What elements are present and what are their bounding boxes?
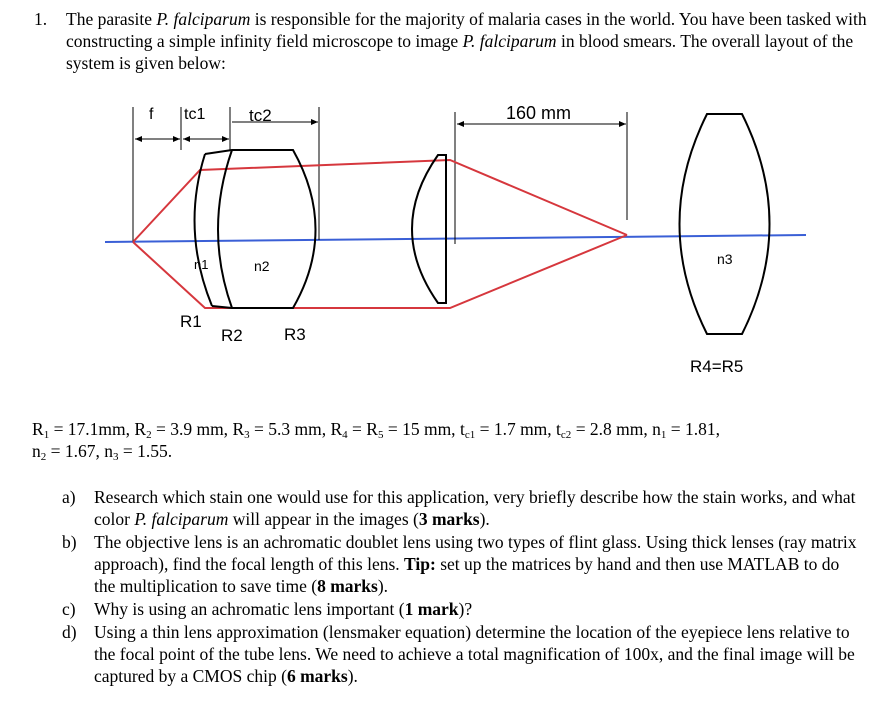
part-b-label: b) bbox=[62, 532, 77, 552]
question-number: 1. bbox=[34, 9, 48, 29]
species-name-2: P. falciparum bbox=[462, 31, 557, 51]
label-f: f bbox=[149, 106, 154, 123]
label-n1: n1 bbox=[194, 257, 209, 272]
part-c-label: c) bbox=[62, 599, 76, 619]
part-a-label: a) bbox=[62, 487, 76, 507]
objective-doublet-lens bbox=[195, 150, 316, 308]
tube-lens bbox=[412, 155, 446, 303]
part-d-label: d) bbox=[62, 622, 77, 642]
intro-text-1: The parasite bbox=[66, 9, 157, 29]
intro-text-2: is responsible for the majority of malaria cases in the world. You have been tasked with constructing a simple infinity field microscope to image bbox=[66, 9, 867, 51]
question-parts bbox=[62, 486, 862, 688]
label-R3: R3 bbox=[284, 325, 306, 344]
part-a-marks: 3 marks bbox=[418, 509, 480, 529]
part-b-tip: Tip: bbox=[404, 554, 436, 574]
label-n2: n2 bbox=[254, 258, 270, 274]
label-tc2: tc2 bbox=[249, 106, 272, 125]
label-n3: n3 bbox=[717, 251, 733, 267]
part-a: a) Research which stain one would use for this application, very briefly describe how the stain works, and what color P. falciparum will appear in the images (3 marks). bbox=[62, 487, 856, 529]
label-160mm: 160 mm bbox=[506, 103, 572, 123]
microscope-layout-diagram bbox=[0, 92, 888, 392]
ray-trace bbox=[133, 160, 627, 308]
part-b-marks: 8 marks bbox=[317, 576, 378, 596]
eyepiece-lens bbox=[680, 114, 770, 334]
part-d-marks: 6 marks bbox=[286, 666, 348, 686]
label-tc1: tc1 bbox=[184, 106, 206, 123]
question-intro bbox=[34, 8, 874, 74]
question-text bbox=[66, 8, 874, 74]
part-b: b) The objective lens is an achromatic doublet lens using two types of flint glass. Using thick lenses (ray matrix approach), find the focal length of this lens. Tip: set up the matrices by hand and then use MATLAB to do the multiplication to save time (8 marks). bbox=[62, 532, 857, 596]
part-c: c) Why is using an achromatic lens important (1 mark)? bbox=[62, 599, 473, 619]
lens-parameters: $R_1 = 17.1mm$, $R_2 = 3.9$ mm, $R_3 = 5.3$ mm, $R_4 = R_5 = 15$ mm, $t_{c1} = 1.7$ mm, $t_{c2} = 2.8$ mm, $n_1 = 1.81$, $n_2 = 1.67$, $n_3 = 1.55$. bbox=[32, 419, 721, 463]
species-name: P. falciparum bbox=[156, 9, 251, 29]
intro-text-3: in blood smears. The overall layout of the system is given below: bbox=[66, 31, 854, 73]
part-c-marks: 1 mark bbox=[404, 599, 459, 619]
label-R2: R2 bbox=[221, 326, 243, 345]
part-d: d) Using a thin lens approximation (lensmaker equation) determine the location of the eyepiece lens relative to the focal point of the tube lens. We need to achieve a total magnification of 100x, and the final image will be captured by a CMOS chip (6 marks). bbox=[62, 622, 855, 686]
label-R1: R1 bbox=[180, 312, 202, 331]
label-R4-R5: R4=R5 bbox=[690, 357, 744, 376]
